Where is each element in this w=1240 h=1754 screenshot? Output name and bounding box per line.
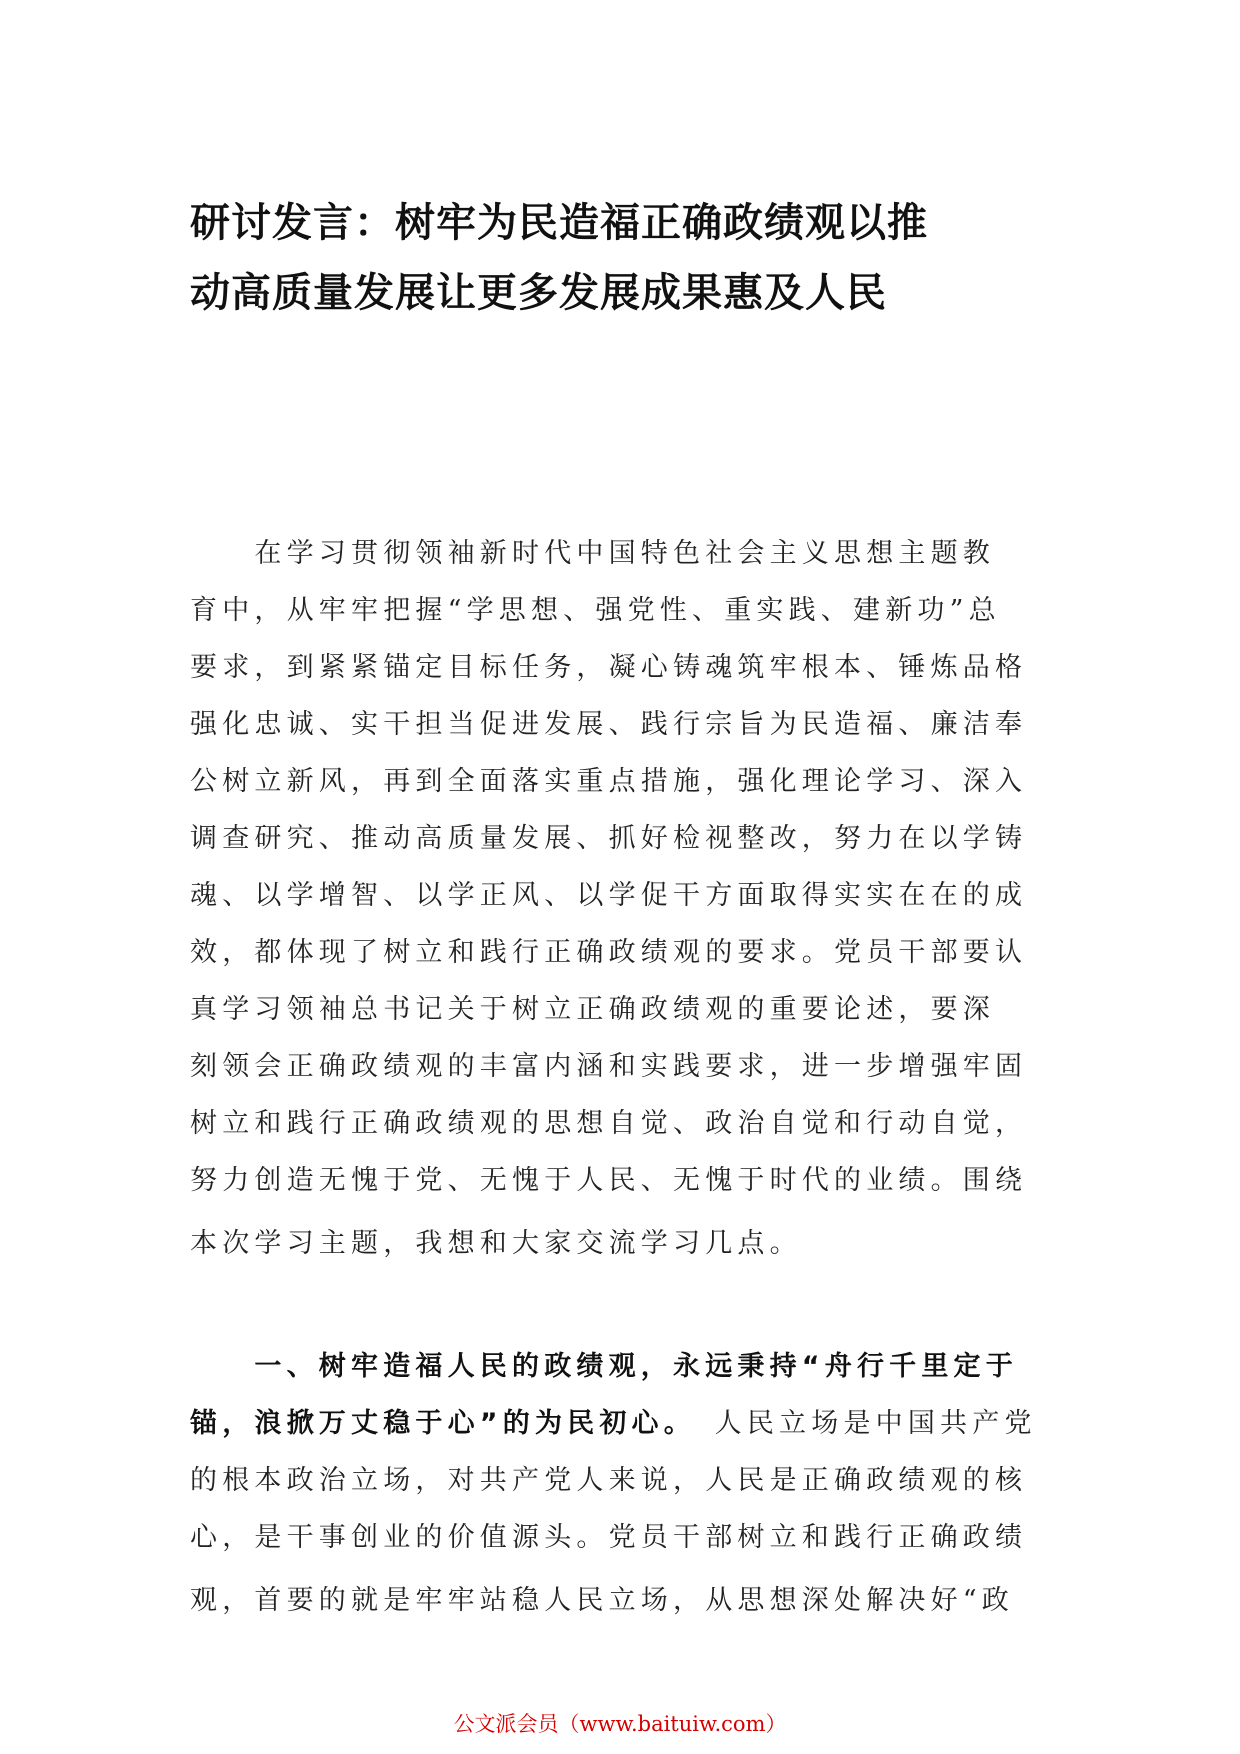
paragraph-line: 的根本政治立场，对共产党人来说，人民是正确政绩观的核 [190,1465,1028,1496]
paragraph-line: 育中，从牢牢把握“学思想、强党性、重实践、建新功”总 [190,595,1001,626]
section-heading-continuation [190,1395,1058,1452]
paragraph-line: 公树立新风，再到全面落实重点措施，强化理论学习、深入 [190,766,1028,797]
document-title [190,188,1070,328]
paragraph-line: 要求，到紧紧锚定目标任务，凝心铸魂筑牢根本、锤炼品格 [190,652,1028,683]
paragraph-line: 心，是干事创业的价值源头。党员干部树立和践行正确政绩 [190,1522,1028,1553]
paragraph-line: 真学习领袖总书记关于树立正确政绩观的重要论述，要深 [190,994,995,1025]
paragraph-line: 效，都体现了树立和践行正确政绩观的要求。党员干部要认 [190,937,1028,968]
paragraph-line: 魂、以学增智、以学正风、以学促干方面取得实实在在的成 [190,880,1028,911]
footer-watermark-link[interactable]: 公文派会员（www.baituiw.com） [453,1712,787,1736]
title-line-2: 动高质量发展让更多发展成果惠及人民 [190,270,887,316]
intro-paragraph [190,525,1058,1272]
paragraph-line: 树立和践行正确政绩观的思想自觉、政治自觉和行动自觉， [190,1108,1028,1139]
paragraph-line: 观，首要的就是牢牢站稳人民立场，从思想深处解决好“政 [190,1585,1015,1616]
paragraph-line: 在学习贯彻领袖新时代中国特色社会主义思想主题教 [190,538,995,569]
paragraph-line: 努力创造无愧于党、无愧于人民、无愧于时代的业绩。围绕 [190,1165,1028,1196]
title-line-1: 研讨发言：树牢为民造福正确政绩观以推 [190,200,928,246]
paragraph-line: 刻领会正确政绩观的丰富内涵和实践要求，进一步增强牢固 [190,1051,1028,1082]
paragraph-line: 强化忠诚、实干担当促进发展、践行宗旨为民造福、廉洁奉 [190,709,1028,740]
paragraph-line: 调查研究、推动高质量发展、抓好检视整改，努力在以学铸 [190,823,1028,854]
paragraph-line: 本次学习主题，我想和大家交流学习几点。 [190,1228,802,1259]
section-1-paragraph [190,1338,1058,1629]
section-heading-line: 一、树牢造福人民的政绩观，永远秉持“舟行千里定于 [190,1351,1018,1382]
paragraph-text: 人民立场是中国共产党 [682,1408,1037,1439]
section-heading-end: 锚，浪掀万丈稳于心”的为民初心。 [190,1408,683,1439]
